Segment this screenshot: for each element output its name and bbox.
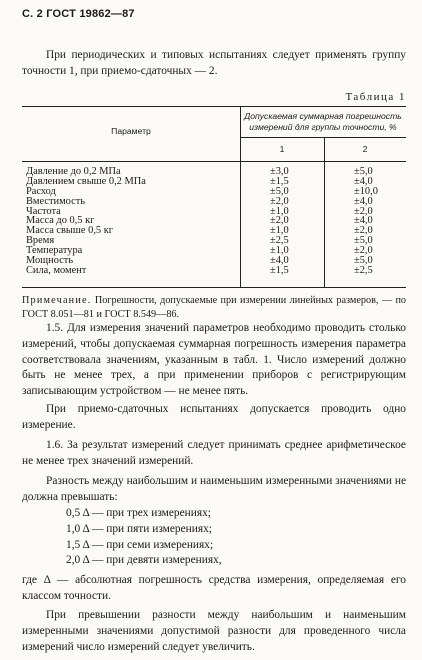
table-row xyxy=(22,226,406,236)
param-name: Время xyxy=(26,235,55,247)
paragraph-1-5: 1.5. Для измерения значений параметров необходимо проводить столько измерений, чтобы допускаемая суммарная погрешность измерения параметра соответствовала значениям, указанным в табл. 1. Число измерений должно быть не менее трех, а при применении приборов с регистрирующим записывающим устройством — не менее пять. xyxy=(22,322,406,398)
page-header: С. 2 ГОСТ 19862—87 xyxy=(22,8,135,20)
param-name: Температура xyxy=(26,245,83,257)
table-row xyxy=(22,177,406,187)
header-group-2: 2 xyxy=(362,144,368,154)
value-group-2: ±5,0 xyxy=(354,255,373,267)
header-parameter: Параметр xyxy=(111,126,151,136)
table-caption: Таблица 1 xyxy=(345,91,406,103)
note-label: Примечание. xyxy=(22,295,92,306)
paragraph-exceed: При превышении разности между наибольшим и наименьшим измеренными значениями допустимой разности для проведенного числа измерений число измерений следует увеличить. xyxy=(22,609,406,653)
table-body xyxy=(22,167,406,276)
value-group-1: ±1,0 xyxy=(270,225,289,237)
header-accuracy-group: Допускаемая суммарная погрешность измерений для группы точности, % xyxy=(244,111,402,132)
table-row xyxy=(22,197,406,207)
list-item: 1,0 Δ — при пяти измерениях; xyxy=(66,522,212,535)
param-name: Частота xyxy=(26,205,61,217)
value-group-1: ±2,5 xyxy=(270,235,289,247)
value-group-2: ±4,0 xyxy=(354,175,373,187)
value-group-1: ±2,0 xyxy=(270,195,289,207)
param-name: Давлением свыше 0,2 МПа xyxy=(26,175,146,187)
value-group-2: ±2,0 xyxy=(354,245,373,257)
param-name: Сила, момент xyxy=(26,264,87,276)
value-group-1: ±5,0 xyxy=(270,185,289,197)
table-note xyxy=(22,294,406,321)
param-name: Давление до 0,2 МПа xyxy=(26,166,121,177)
param-name: Вместимость xyxy=(26,195,86,207)
paragraph-acceptance: При приемо-сдаточных испытаниях допускается проводить одно измерение. xyxy=(22,403,406,431)
value-group-2: ±5,0 xyxy=(354,235,373,247)
param-name: Мощность xyxy=(26,255,74,267)
value-group-1: ±4,0 xyxy=(270,255,289,267)
list-item: 1,5 Δ — при семи измерениях; xyxy=(66,538,214,551)
paragraph-where-delta: где Δ — абсолютная погрешность средства измерения, определяемая его классом точности. xyxy=(22,574,406,602)
list-item: 0,5 Δ — при трех измерениях; xyxy=(66,507,211,519)
accuracy-table xyxy=(22,106,406,288)
paragraph-1-6: 1.6. За результат измерений следует принимать среднее арифметическое не менее трех значений измерений. xyxy=(22,439,406,467)
value-group-2: ±5,0 xyxy=(354,166,373,177)
value-group-1: ±1,5 xyxy=(270,264,289,276)
paragraph-difference: Разность между наибольшим и наименьшим измеренными значениями не должна превышать: xyxy=(22,475,406,503)
table-row xyxy=(22,246,406,256)
value-group-1: ±2,0 xyxy=(270,215,289,227)
value-group-2: ±2,5 xyxy=(354,264,373,276)
value-group-1: ±1,0 xyxy=(270,245,289,257)
note-text: Погрешности, допускаемые при измерении линейных размеров, — по ГОСТ 8.051—81 и ГОСТ 8.549—86. xyxy=(22,295,406,320)
table-header-rule-group xyxy=(240,137,406,138)
value-group-1: ±3,0 xyxy=(270,166,289,177)
intro-paragraph: При периодических и типовых испытаниях следует применять группу точности 1, при приемо-сдаточных — 2. xyxy=(22,49,406,77)
value-group-2: ±10,0 xyxy=(354,185,378,197)
value-group-1: ±1,0 xyxy=(270,205,289,217)
param-name: Масса до 0,5 кг xyxy=(26,215,95,227)
value-group-2: ±4,0 xyxy=(354,195,373,207)
table-row xyxy=(22,266,406,276)
value-group-2: ±2,0 xyxy=(354,225,373,237)
list-item: 2,0 Δ — при девяти измерениях, xyxy=(66,554,222,567)
value-group-1: ±1,5 xyxy=(270,175,289,187)
param-name: Расход xyxy=(26,185,56,197)
value-group-2: ±2,0 xyxy=(354,205,373,217)
table-header-rule xyxy=(22,161,406,162)
value-group-2: ±4,0 xyxy=(354,215,373,227)
header-group-1: 1 xyxy=(279,144,285,154)
measurement-list xyxy=(66,506,222,569)
param-name: Масса свыше 0,5 кг xyxy=(26,225,114,237)
